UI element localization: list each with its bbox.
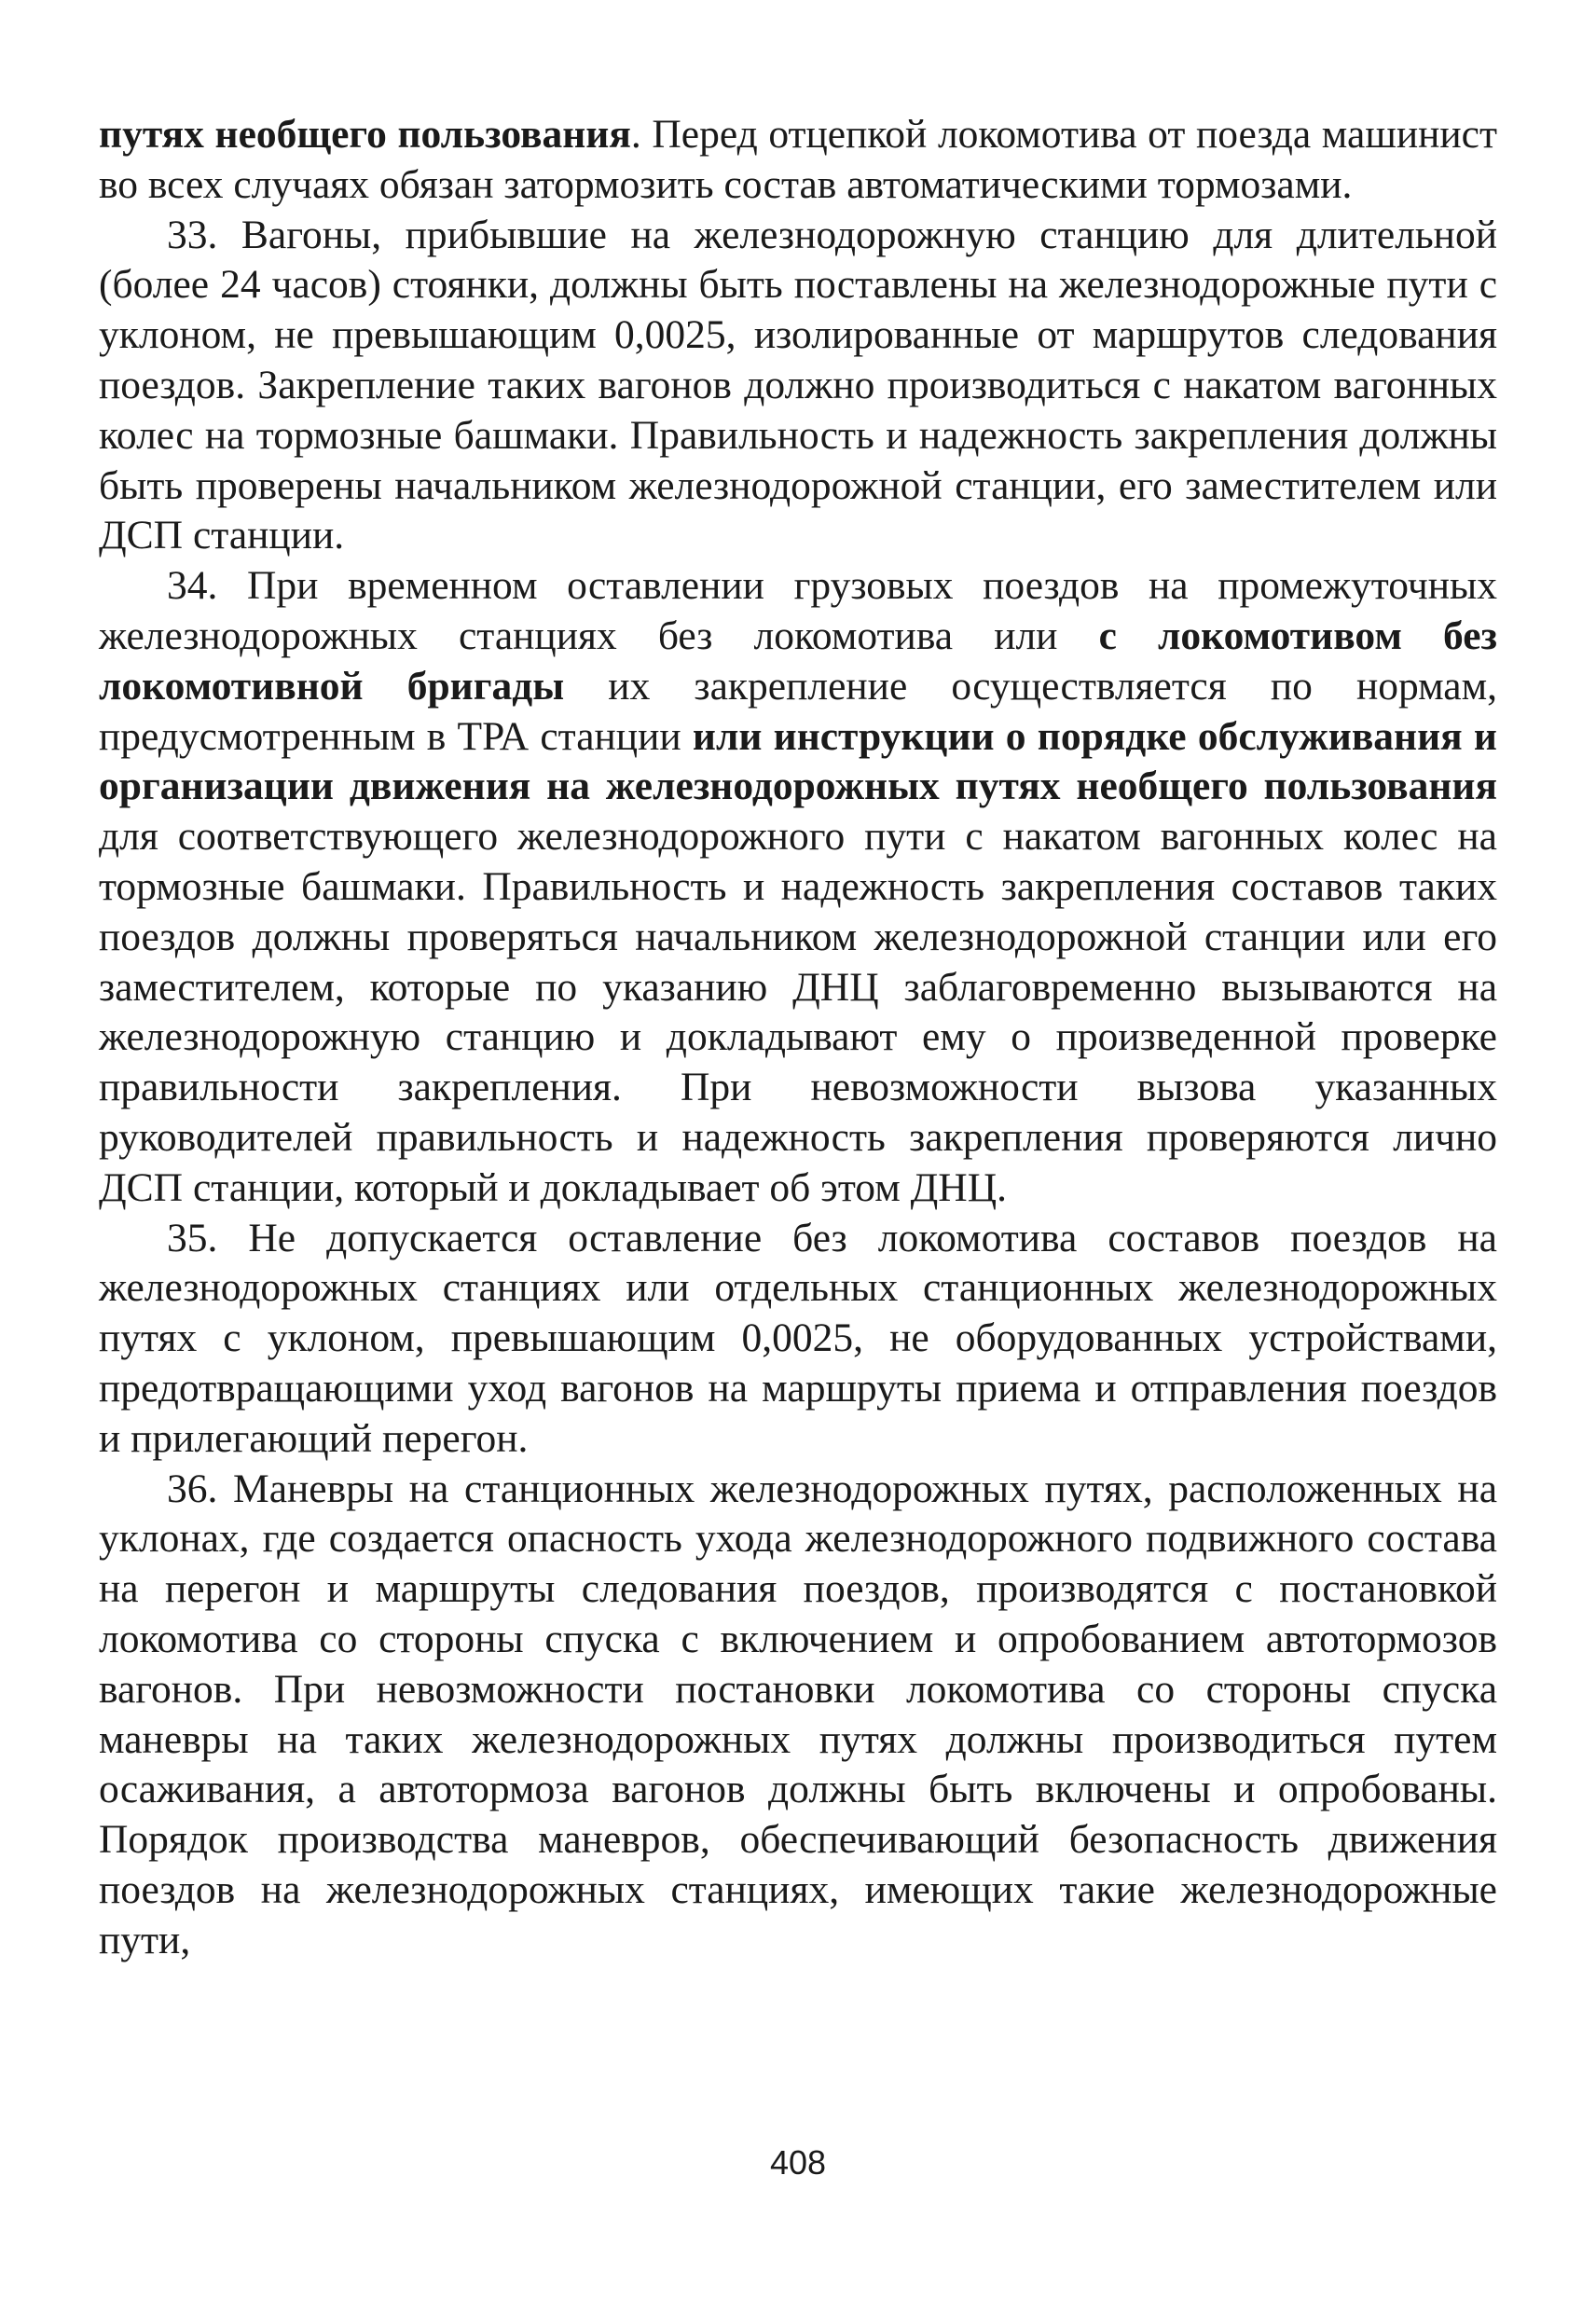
paragraph-36: [99, 1465, 1497, 1966]
text-run: путях необщего пользования: [99, 112, 631, 157]
text-run: 33. Вагоны, прибывшие на железнодорожную станцию для длительной (более 24 часов) стоянки, должны быть поставлены на железнодорожные пути с уклоном, не превышающим 0,0025, изолированные от маршрутов следования поездов. Закрепление таких вагонов должно производиться с накатом вагонных колес на тормозные башмаки. Правильность и надежность закрепления должны быть проверены начальником железнодорожной станции, его заместителем или ДСП станции.: [99, 212, 1497, 558]
paragraph-33: [99, 211, 1497, 562]
text-run: их закрепление осуществляется по нормам, предусмотренным в ТРА станции: [99, 663, 1498, 759]
paragraph-35: [99, 1214, 1497, 1465]
text-run: для соответствующего железнодорожного пути с накатом вагонных колес на тормозные башмаки. Правильность и надежность закрепления составов таких поездов должны проверяться начальником железнодорожной станции или его заместителем, которые по указанию ДНЦ заблаговременно вызываются на железнодорожную станцию и докладывают ему о произведенной проверке правильности закрепления. При невозможности вызова указанных руководителей правильность и надежность закрепления проверяются лично ДСП станции, который и докладывает об этом ДНЦ.: [99, 814, 1497, 1210]
text-run: 36. Маневры на станционных железнодорожных путях, расположенных на уклонах, где создается опасность ухода железнодорожного подвижного состава на перегон и маршруты следования поездов, производятся с постановкой локомотива со стороны спуска с включением и опробованием автотормозов вагонов. При невозможности постановки локомотива со стороны спуска маневры на таких железнодорожных путях должны производиться путем осаживания, а автотормоза вагонов должны быть включены и опробованы. Порядок производства маневров, обеспечивающий безопасность движения поездов на железнодорожных станциях, имеющих такие железнодорожные пути,: [99, 1466, 1497, 1962]
text-run: 35. Не допускается оставление без локомотива составов поездов на железнодорожных станциях или отдельных станционных железнодорожных путях с уклоном, превышающим 0,0025, не оборудованных устройствами, предотвращающими уход вагонов на маршруты приема и отправления поездов и прилегающий перегон.: [99, 1215, 1497, 1461]
text-run: с локомотивом без локомотивной бригады: [99, 613, 1498, 709]
text-run: или инструкции о порядке обслуживания и организации движения на железнодорожных путях необщего пользования: [99, 713, 1497, 809]
page-number: 408: [769, 2143, 827, 2182]
paragraph-34: [99, 561, 1497, 1213]
paragraph-continuation: [99, 110, 1497, 211]
text-run: 34. При временном оставлении грузовых поездов на промежуточных железнодорожных станциях без локомотива или: [99, 563, 1497, 658]
page-body: [99, 110, 1497, 1965]
text-run: . Перед отцепкой локомотива от поезда машинист во всех случаях обязан затормозить состав автоматическими тормозами.: [99, 112, 1497, 207]
